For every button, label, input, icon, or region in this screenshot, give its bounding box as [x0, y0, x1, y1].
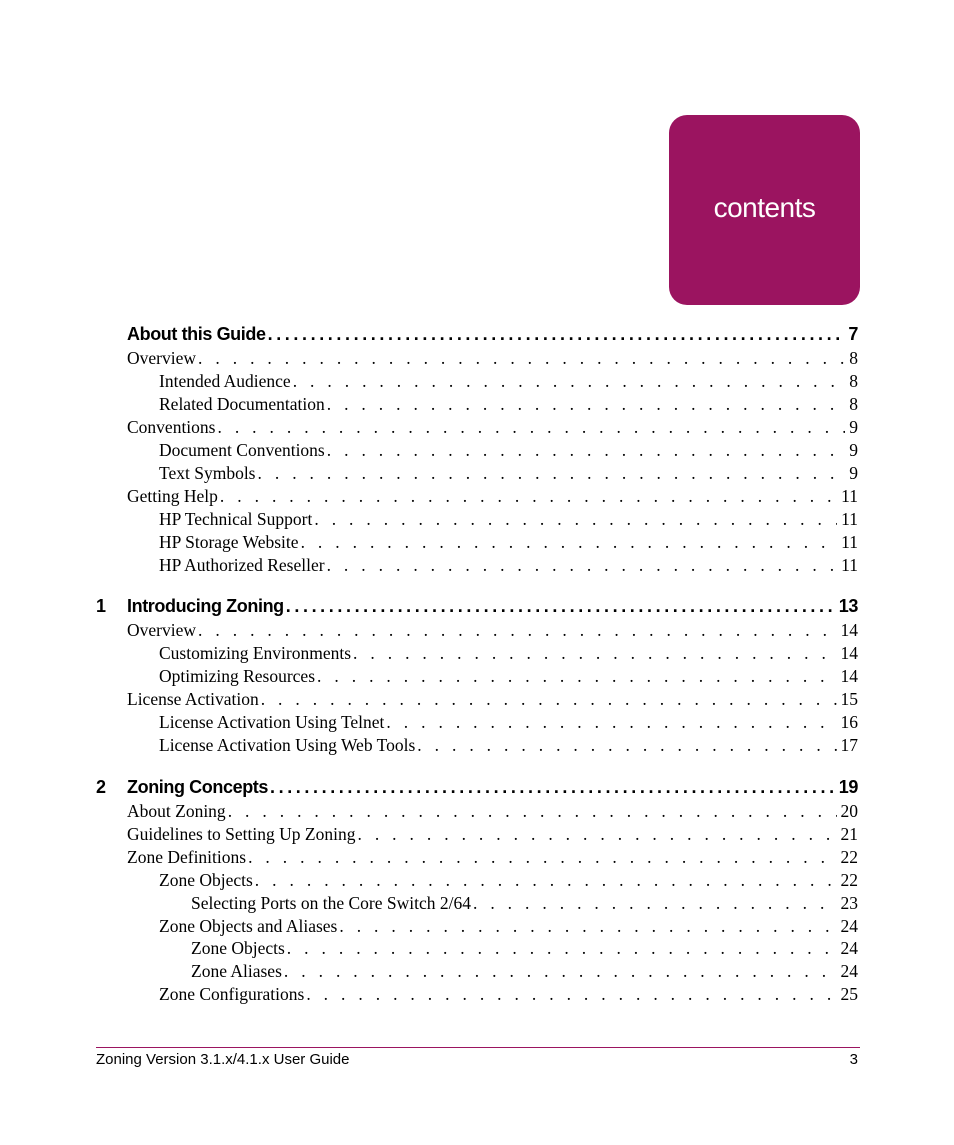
toc-entry-title: Document Conventions [159, 440, 325, 460]
dot-leader [198, 348, 845, 369]
toc-entry-title: Zone Aliases [191, 961, 282, 981]
toc-page-number: 7 [848, 324, 858, 344]
dot-leader [317, 666, 836, 687]
toc-page-number: 24 [840, 916, 858, 936]
toc-page-number: 9 [849, 463, 858, 483]
toc-entry[interactable] [0, 532, 954, 554]
toc-entry-title: HP Storage Website [159, 532, 299, 552]
toc-entry-line [127, 596, 858, 617]
dot-leader [339, 916, 836, 937]
dot-leader [248, 847, 836, 868]
toc-entry-title: Introducing Zoning [127, 596, 284, 616]
toc-page-number: 9 [849, 440, 858, 460]
toc-entry-title: Zone Objects [191, 938, 285, 958]
toc-page-number: 11 [841, 509, 858, 529]
dot-leader [327, 555, 838, 576]
toc-entry-title: Optimizing Resources [159, 666, 316, 686]
toc-entry-title: Customizing Environments [159, 643, 352, 663]
toc-entry[interactable] [0, 620, 954, 642]
toc-entry[interactable] [0, 666, 954, 688]
dot-leader [301, 532, 838, 553]
toc-entry-line [127, 847, 858, 868]
toc-entry-title: Text Symbols [159, 463, 256, 483]
toc-entry-line [127, 486, 858, 507]
toc-entry-title: License Activation [127, 689, 259, 709]
toc-entry[interactable] [0, 555, 954, 577]
toc-entry-title: Overview [127, 620, 197, 640]
toc-entry[interactable] [0, 961, 954, 983]
toc-entry-title: Zone Objects and Aliases [159, 916, 338, 936]
toc-entry[interactable] [0, 735, 954, 757]
toc-page-number: 9 [849, 417, 858, 437]
toc-entry-line [159, 984, 858, 1005]
toc-page-number: 11 [841, 486, 858, 506]
toc-entry-title: Zoning Concepts [127, 777, 268, 797]
toc-entry-title: Intended Audience [159, 371, 291, 391]
toc-entry-line [159, 440, 858, 461]
toc-page-number: 25 [840, 984, 858, 1004]
dot-leader [287, 938, 837, 959]
toc-entry-line [127, 824, 858, 845]
dot-leader [268, 324, 845, 345]
toc-entry-line [159, 712, 858, 733]
toc-entry-line [191, 893, 858, 914]
dot-leader [270, 777, 835, 798]
toc-entry-title: Getting Help [127, 486, 218, 506]
toc-entry-title: Zone Definitions [127, 847, 247, 867]
toc-page-number: 21 [840, 824, 858, 844]
toc-page-number: 14 [840, 666, 858, 686]
toc-chapter-entry[interactable] [0, 596, 954, 618]
toc-chapter-entry[interactable] [0, 324, 954, 346]
toc-page-number: 13 [838, 596, 858, 616]
dot-leader [357, 824, 836, 845]
dot-leader [327, 440, 846, 461]
toc-entry-line [159, 870, 858, 891]
toc-entry-line [159, 666, 858, 687]
dot-leader [353, 643, 836, 664]
toc-entry[interactable] [0, 394, 954, 416]
toc-entry[interactable] [0, 440, 954, 462]
toc-page-number: 23 [840, 893, 858, 913]
toc-entry-line [127, 417, 858, 438]
toc-entry-title: Related Documentation [159, 394, 325, 414]
toc-entry-title: License Activation Using Telnet [159, 712, 385, 732]
toc-page-number: 8 [849, 394, 858, 414]
toc-entry[interactable] [0, 712, 954, 734]
contents-heading: contents [713, 192, 816, 223]
dot-leader [417, 735, 836, 756]
toc-entry-line [127, 324, 858, 345]
toc-entry[interactable] [0, 893, 954, 915]
toc-entry-title: About this Guide [127, 324, 266, 344]
toc-entry-line [127, 801, 858, 822]
toc-page-number: 11 [841, 555, 858, 575]
toc-entry-line [127, 689, 858, 710]
toc-page-number: 11 [841, 532, 858, 552]
dot-leader [261, 689, 837, 710]
toc-entry[interactable] [0, 643, 954, 665]
dot-leader [220, 486, 837, 507]
dot-leader [198, 620, 836, 641]
toc-entry[interactable] [0, 486, 954, 508]
toc-entry[interactable] [0, 348, 954, 370]
footer-page-number: 3 [849, 1051, 858, 1068]
dot-leader [327, 394, 846, 415]
toc-page-number: 22 [840, 847, 858, 867]
toc-entry-line [159, 371, 858, 392]
dot-leader [284, 961, 837, 982]
toc-page-number: 14 [840, 643, 858, 663]
toc-entry[interactable] [0, 417, 954, 439]
toc-entry-line [127, 348, 858, 369]
toc-entry-title: HP Authorized Reseller [159, 555, 325, 575]
toc-entry-line [127, 777, 858, 798]
dot-leader [314, 509, 837, 530]
toc-entry-line [127, 620, 858, 641]
dot-leader [386, 712, 836, 733]
toc-page-number: 15 [840, 689, 858, 709]
toc-page-number: 16 [840, 712, 858, 732]
toc-entry-title: Overview [127, 348, 197, 368]
toc-entry[interactable] [0, 916, 954, 938]
toc-entry[interactable] [0, 847, 954, 869]
toc-page-number: 20 [840, 801, 858, 821]
toc-entry-line [191, 961, 858, 982]
toc-entry-title: Zone Objects [159, 870, 253, 890]
toc-entry[interactable] [0, 509, 954, 531]
toc-entry-title: HP Technical Support [159, 509, 313, 529]
toc-page-number: 8 [849, 348, 858, 368]
toc-entry-title: License Activation Using Web Tools [159, 735, 416, 755]
chapter-number: 2 [96, 777, 107, 797]
toc-entry-title: Selecting Ports on the Core Switch 2/64 [191, 893, 471, 913]
toc-page-number: 24 [840, 961, 858, 981]
toc-page-number: 8 [849, 371, 858, 391]
toc-entry-line [159, 509, 858, 530]
toc-entry-title: Zone Configurations [159, 984, 305, 1004]
toc-entry-line [159, 916, 858, 937]
toc-page-number: 19 [838, 777, 858, 797]
dot-leader [286, 596, 835, 617]
toc-entry[interactable] [0, 984, 954, 1006]
dot-leader [228, 801, 837, 822]
toc-entry-line [159, 555, 858, 576]
chapter-number: 1 [96, 596, 107, 616]
toc-page-number: 24 [840, 938, 858, 958]
toc-chapter-entry[interactable] [0, 777, 954, 799]
toc-entry[interactable] [0, 938, 954, 960]
toc-entry[interactable] [0, 824, 954, 846]
toc-entry[interactable] [0, 801, 954, 823]
toc-entry[interactable] [0, 463, 954, 485]
dot-leader [293, 371, 846, 392]
toc-entry-line [159, 643, 858, 664]
toc-entry[interactable] [0, 870, 954, 892]
toc-entry-line [159, 394, 858, 415]
toc-page-number: 14 [840, 620, 858, 640]
toc-page-number: 17 [840, 735, 858, 755]
toc-page-number: 22 [840, 870, 858, 890]
toc-entry[interactable] [0, 689, 954, 711]
toc-entry[interactable] [0, 371, 954, 393]
footer-document-title: Zoning Version 3.1.x/4.1.x User Guide [96, 1051, 350, 1068]
toc-entry-title: Conventions [127, 417, 216, 437]
contents-tab [669, 115, 860, 305]
toc-entry-line [191, 938, 858, 959]
dot-leader [255, 870, 837, 891]
footer-rule [96, 1047, 860, 1048]
toc-entry-title: About Zoning [127, 801, 226, 821]
toc-entry-line [159, 532, 858, 553]
toc-entry-title: Guidelines to Setting Up Zoning [127, 824, 356, 844]
dot-leader [473, 893, 837, 914]
toc-entry-line [159, 735, 858, 756]
dot-leader [217, 417, 845, 438]
dot-leader [306, 984, 836, 1005]
dot-leader [258, 463, 846, 484]
toc-entry-line [159, 463, 858, 484]
